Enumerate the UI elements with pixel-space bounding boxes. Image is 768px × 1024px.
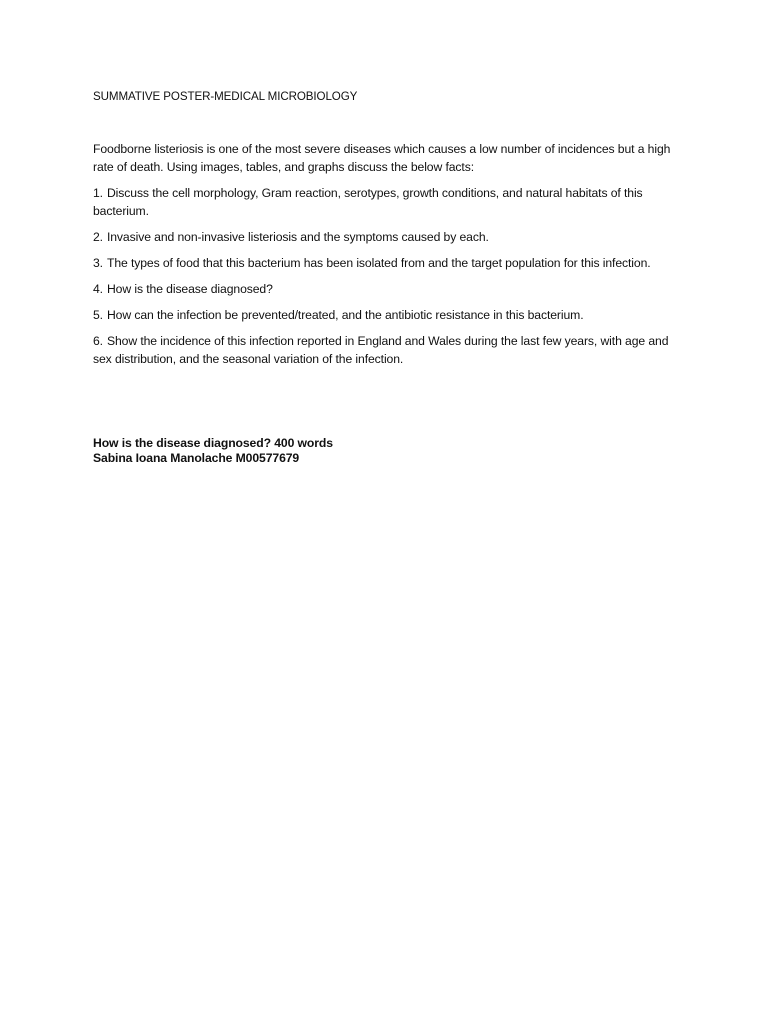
point-number: 3.	[93, 256, 103, 270]
point-number: 2.	[93, 230, 103, 244]
point-number: 6.	[93, 334, 103, 348]
document-title: SUMMATIVE POSTER-MEDICAL MICROBIOLOGY	[93, 90, 358, 103]
point-number: 5.	[93, 308, 103, 322]
point-text: How is the disease diagnosed?	[106, 282, 273, 296]
point-text: How can the infection be prevented/treated, and the antibiotic resistance in this bacterium.	[106, 308, 584, 322]
point-number: 1.	[93, 186, 103, 200]
point-text: Invasive and non-invasive listeriosis and the symptoms caused by each.	[106, 230, 489, 244]
discussion-point-1	[93, 184, 683, 220]
point-text: The types of food that this bacterium has been isolated from and the target population for this infection.	[106, 256, 651, 270]
discussion-point-2	[93, 228, 683, 246]
discussion-point-6	[93, 332, 683, 368]
discussion-point-4	[93, 280, 683, 298]
document-content	[93, 88, 683, 466]
discussion-point-3	[93, 254, 683, 272]
footer-question: How is the disease diagnosed? 400 words	[93, 436, 333, 450]
point-text: Discuss the cell morphology, Gram reaction, serotypes, growth conditions, and natural habitats of this bacterium.	[93, 186, 643, 218]
point-text: Show the incidence of this infection reported in England and Wales during the last few years, with age and sex distribution, and the seasonal variation of the infection.	[93, 334, 669, 366]
intro-paragraph: Foodborne listeriosis is one of the most severe diseases which causes a low number of incidences but a high rate of death. Using images, tables, and graphs discuss the below facts:	[93, 142, 671, 174]
footer-author: Sabina Ioana Manolache M00577679	[93, 451, 300, 465]
point-number: 4.	[93, 282, 103, 296]
discussion-point-5	[93, 306, 683, 324]
footer-block	[93, 436, 683, 466]
